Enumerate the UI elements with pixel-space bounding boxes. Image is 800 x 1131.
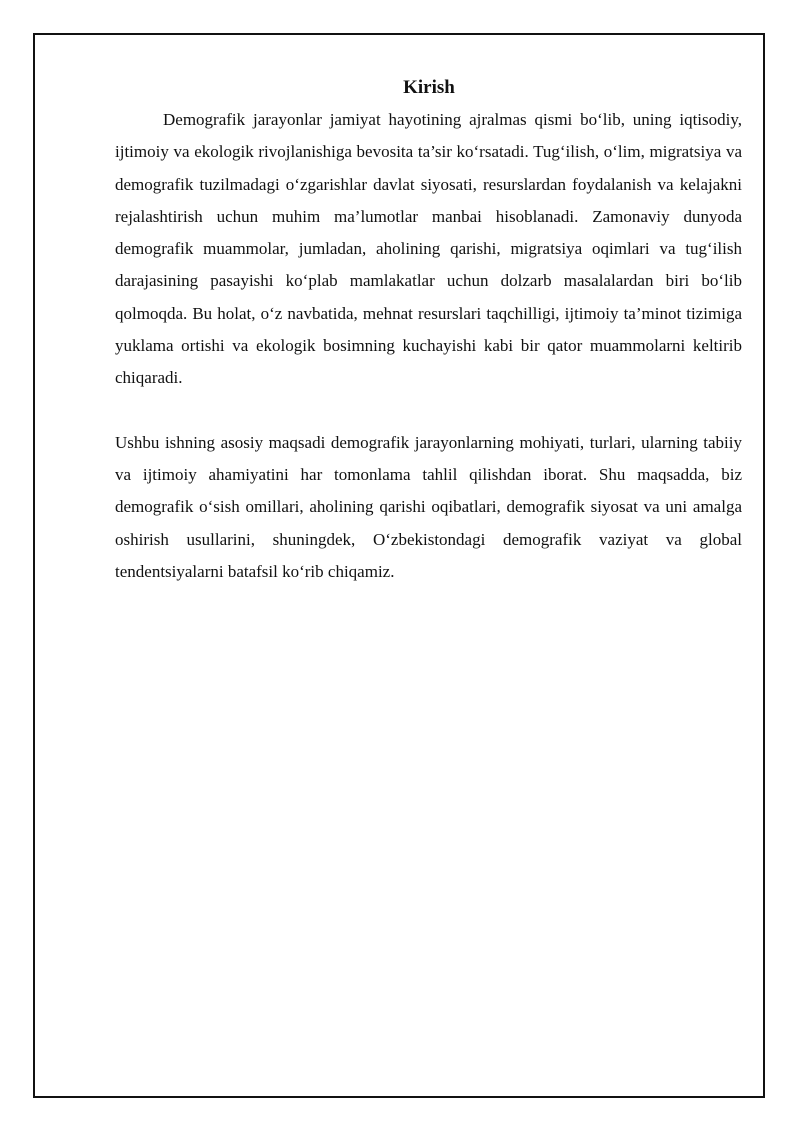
goal-paragraph: Ushbu ishning asosiy maqsadi demografik jarayonlarning mohiyati, turlari, ularning tabiiy va ijtimoiy ahamiyatini har tomonlama tahlil qilishdan iborat. Shu maqsadda, biz demografik o‘sish omillari, aholining qarishi oqibatlari, demografik siyosat va uni amalga oshirish usullarini, shuningdek, O‘zbekistondagi demografik vaziyat va global tendentsiyalarni batafsil ko‘rib chiqamiz. [115,432,742,581]
document-content [115,76,742,588]
intro-paragraph: Demografik jarayonlar jamiyat hayotining ajralmas qismi bo‘lib, uning iqtisodiy, ijtimoiy va ekologik rivojlanishiga bevosita ta’sir ko‘rsatadi. Tug‘ilish, o‘lim, migratsiya va demografik tuzilmadagi o‘zgarishlar davlat siyosati, resurslardan foydalanish va kelajakni rejalashtirish uchun muhim ma’lumotlar manbai hisoblanadi. Zamonaviy dunyoda demografik muammolar, jumladan, aholining qarishi, migratsiya oqimlari va tug‘ilish darajasining pasayishi ko‘plab mamlakatlar uchun dolzarb masalalardan biri bo‘lib qolmoqda. Bu holat, o‘z navbatida, mehnat resurslari taqchilligi, ijtimoiy ta’minot tizimiga yuklama ortishi va ekologik bosimning kuchayishi kabi bir qator muammolarni keltirib chiqaradi. [115,110,742,388]
document-title: Kirish [403,77,455,98]
